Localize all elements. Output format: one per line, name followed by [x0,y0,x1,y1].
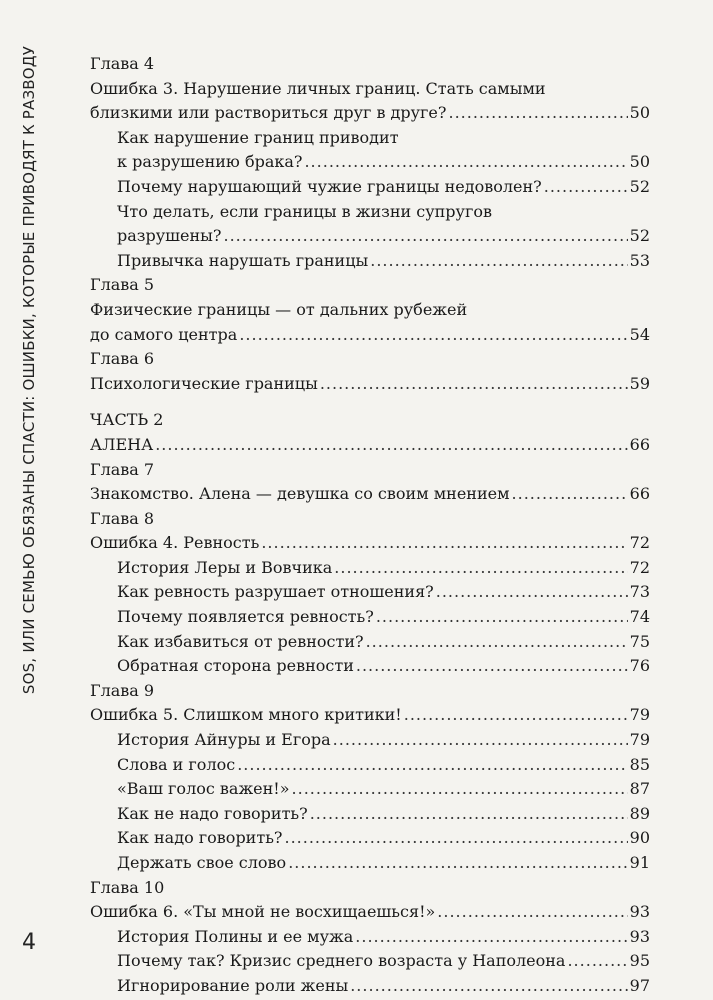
toc-page-number: 79 [629,730,650,750]
toc-page-number: 87 [629,779,650,799]
toc-entry-text: разрушены? [117,226,222,246]
dot-leader [567,949,627,974]
running-header [14,45,44,695]
toc-page-number: 66 [629,484,650,504]
toc-subentry-text: Что делать, если границы в жизни супругов [117,201,492,221]
toc-subentry [90,556,650,581]
toc-entry-text: АЛЕНА [90,434,154,454]
dot-leader [155,433,627,458]
section-gap [90,396,650,408]
toc-entry [90,703,650,728]
toc-page-number: 93 [629,926,650,946]
chapter-label: Глава 10 [90,877,165,897]
toc-entry-text: Держать свое слово [117,853,287,872]
page-number: 4 [22,930,36,955]
dot-leader [320,372,628,397]
toc-entry-text: Как не надо говорить? [117,803,308,823]
toc-entry-text: близкими или раствориться друг в друге? [90,103,447,123]
dot-leader [350,974,627,999]
toc-page-number: 75 [629,631,650,651]
dot-leader [333,728,628,753]
running-header-text: SOS, ИЛИ СЕМЬЮ ОБЯЗАНЫ СПАСТИ: ОШИБКИ, КОТОРЫЕ ПРИВОДЯТ К РАЗВОДУ [20,45,38,695]
chapter-label: Глава 6 [90,349,155,369]
toc-page-number: 97 [629,975,650,995]
toc-page-number: 50 [629,103,650,123]
toc-subentry [90,654,650,679]
toc-page-number: 76 [629,656,650,676]
dot-leader [288,851,627,876]
toc-page-number: 72 [629,533,650,553]
chapter-label: Глава 5 [90,275,155,295]
toc-entry [90,323,650,348]
dot-leader [237,753,627,778]
toc-subentry-text: Как нарушение границ приводит [117,127,399,147]
chapter-label: Глава 9 [90,680,155,700]
toc-entry-text: до самого центра [90,324,238,344]
toc-entry-text: Игнорирование роли жены [117,975,349,995]
toc-page-number: 54 [629,324,650,344]
toc-entry-text: Физические границы — от дальних рубежей [90,299,468,319]
dot-leader [304,150,627,175]
toc-page-number: 74 [629,607,650,627]
toc-entry [90,482,650,507]
toc-entry-text: История Айнуры и Егора [117,730,331,750]
toc-entry-text: История Полины и ее мужа [117,926,354,946]
toc-subentry [90,802,650,827]
dot-leader [239,323,627,348]
part-label: ЧАСТЬ 2 [90,410,164,430]
table-of-contents [90,52,650,999]
toc-entry-text: Знакомство. Алена — девушка со своим мнением [90,484,510,504]
toc-subentry [90,949,650,974]
toc-entry-text: История Леры и Вовчика [117,557,333,577]
toc-entry-text: Почему так? Кризис среднего возраста у Наполеона [117,951,566,971]
toc-entry-text: Почему нарушающий чужие границы недоволен? [117,176,542,196]
toc-subentry [90,249,650,274]
toc-page-number: 52 [629,226,650,246]
toc-subentry [90,605,650,630]
toc-entry-text: Как избавиться от ревности? [117,631,364,651]
toc-entry [90,101,650,126]
dot-leader [310,802,628,827]
dot-leader [284,826,627,851]
toc-entry-text: к разрушению брака? [117,152,303,172]
toc-entry-text: Ошибка 6. «Ты мной не восхищаешься!» [90,902,436,922]
toc-entry-text: Как надо говорить? [117,828,283,848]
toc-subentry [90,175,650,200]
toc-entry-text: Ошибка 4. Ревность [90,533,260,553]
toc-entry-text: «Ваш голос важен!» [117,779,290,799]
toc-subentry [90,777,650,802]
toc-subentry [90,728,650,753]
toc-subentry [90,925,650,950]
dot-leader [437,900,627,925]
toc-entry [90,433,650,458]
toc-page-number: 89 [629,803,650,823]
toc-page-number: 52 [629,176,650,196]
toc-entry-text: Слова и голос [117,754,236,774]
toc-page-number: 91 [629,853,650,872]
toc-subentry [90,224,650,249]
toc-page-number: 90 [629,828,650,848]
toc-page-number: 66 [629,434,650,454]
dot-leader [376,605,628,630]
dot-leader [366,630,628,655]
dot-leader [448,101,627,126]
toc-subentry [90,150,650,175]
chapter-label: Глава 8 [90,508,155,528]
toc-page-number: 72 [629,557,650,577]
dot-leader [261,531,627,556]
toc-page-number: 85 [629,754,650,774]
toc-entry-text: Привычка нарушать границы [117,250,369,270]
toc-subentry [90,826,650,851]
toc-page-number: 59 [629,373,650,393]
dot-leader [334,556,627,581]
toc-entry-text: Психологические границы [90,373,318,393]
dot-leader [355,925,627,950]
toc-entry-text: Обратная сторона ревности [117,656,354,676]
toc-entry-text: Ошибка 5. Слишком много критики! [90,705,402,725]
chapter-label: Глава 4 [90,54,155,73]
toc-entry [90,531,650,556]
toc-entry-text: Ошибка 3. Нарушение личных границ. Стать самыми [90,78,546,98]
toc-page-number: 95 [629,951,650,971]
dot-leader [436,580,628,605]
toc-page-number: 50 [629,152,650,172]
dot-leader [512,482,628,507]
toc-subentry [90,851,650,876]
toc-subentry [90,580,650,605]
dot-leader [292,777,628,802]
toc-page-number: 53 [629,250,650,270]
toc-entry [90,900,650,925]
dot-leader [404,703,628,728]
chapter-label: Глава 7 [90,459,155,479]
toc-page-number: 79 [629,705,650,725]
toc-page-number: 73 [629,582,650,602]
toc-page-number: 93 [629,902,650,922]
dot-leader [223,224,627,249]
toc-entry-text: Почему появляется ревность? [117,607,374,627]
dot-leader [544,175,628,200]
toc-subentry [90,753,650,778]
dot-leader [370,249,627,274]
toc-entry [90,372,650,397]
toc-entry-text: Как ревность разрушает отношения? [117,582,434,602]
toc-subentry [90,974,650,999]
toc-subentry [90,630,650,655]
dot-leader [356,654,628,679]
